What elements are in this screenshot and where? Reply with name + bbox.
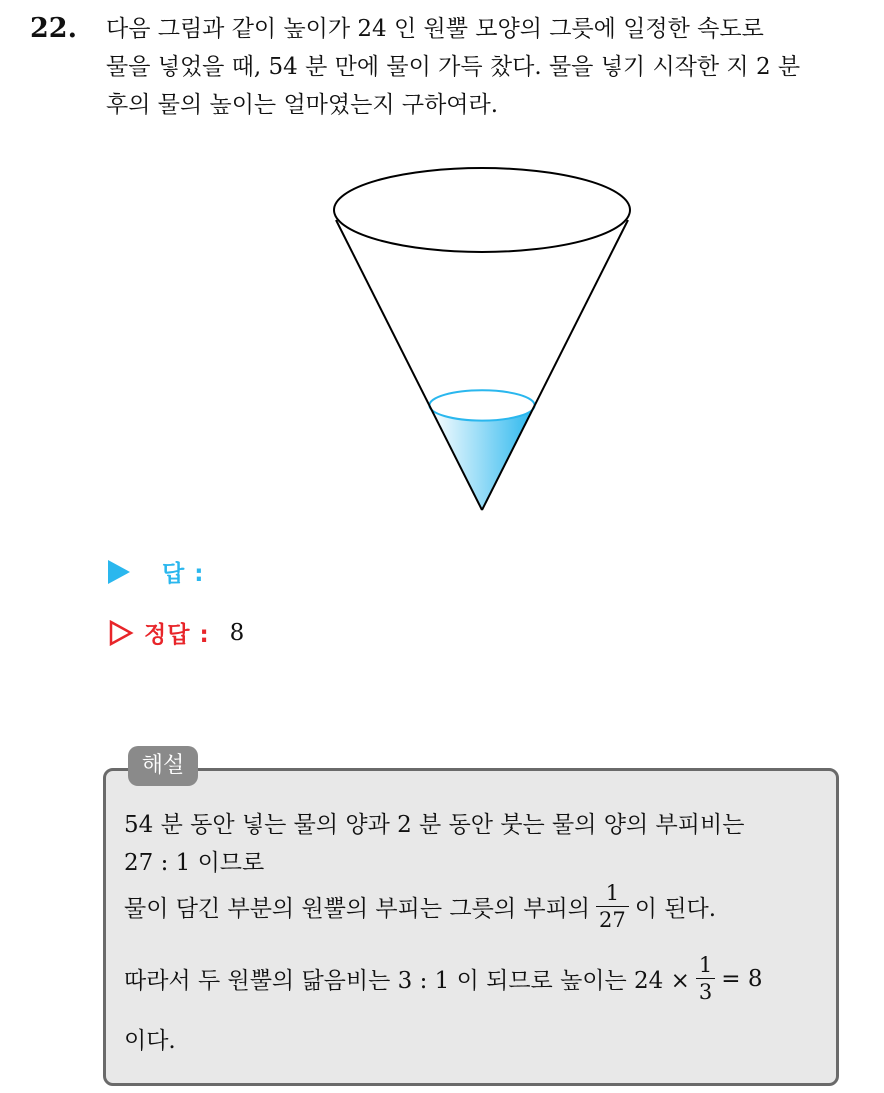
fraction [696,952,715,1005]
cone-figure [300,140,640,520]
fraction-denominator: 3 [696,978,715,1005]
question-text [106,10,876,124]
cone-rim [334,168,630,252]
fraction [596,880,629,933]
solution-text: 27 : 1 이므로 [124,850,265,876]
play-arrow-icon [108,560,130,584]
cone-left-edge [336,220,482,510]
question-line: 후의 물의 높이는 얼마였는지 구하여라. [106,92,499,118]
fraction-denominator: 27 [596,906,629,933]
solution-text: 물이 담긴 부분의 원뿔의 부피는 그릇의 부피의 [124,896,591,922]
solution-line [124,952,763,1005]
fraction-numerator: 1 [698,953,713,977]
solution-text: 이 된다. [634,896,717,922]
solution-tab: 해설 [128,746,198,786]
solution-line [124,880,716,933]
answer-row [108,555,204,588]
solution-text: 54 분 동안 넣는 물의 양과 2 분 동안 붓는 물의 양의 부피비는 [124,812,745,838]
solution-text: 따라서 두 원뿔의 닮음비는 3 : 1 이 되므로 높이는 24 × [124,968,690,994]
solution-text: = 8 [721,965,763,992]
question-number: 22. [30,13,77,44]
correct-answer-row [108,616,244,649]
solution-text: 이다. [124,1028,176,1054]
solution-line [124,806,744,839]
correct-answer-label: 정답 : [144,622,210,648]
outline-arrow-icon [108,620,134,646]
water-surface [429,390,534,420]
fraction-numerator: 1 [605,881,620,905]
solution-line [124,1022,176,1055]
question-line: 다음 그림과 같이 높이가 24 인 원뿔 모양의 그릇에 일정한 속도로 [106,16,764,42]
solution-line [124,844,264,877]
cone-right-edge [482,220,628,510]
correct-answer-value: 8 [229,619,245,646]
question-line: 물을 넣었을 때, 54 분 만에 물이 가득 찼다. 물을 넣기 시작한 지 2 분 [106,54,801,80]
answer-label: 답 : [162,561,205,587]
